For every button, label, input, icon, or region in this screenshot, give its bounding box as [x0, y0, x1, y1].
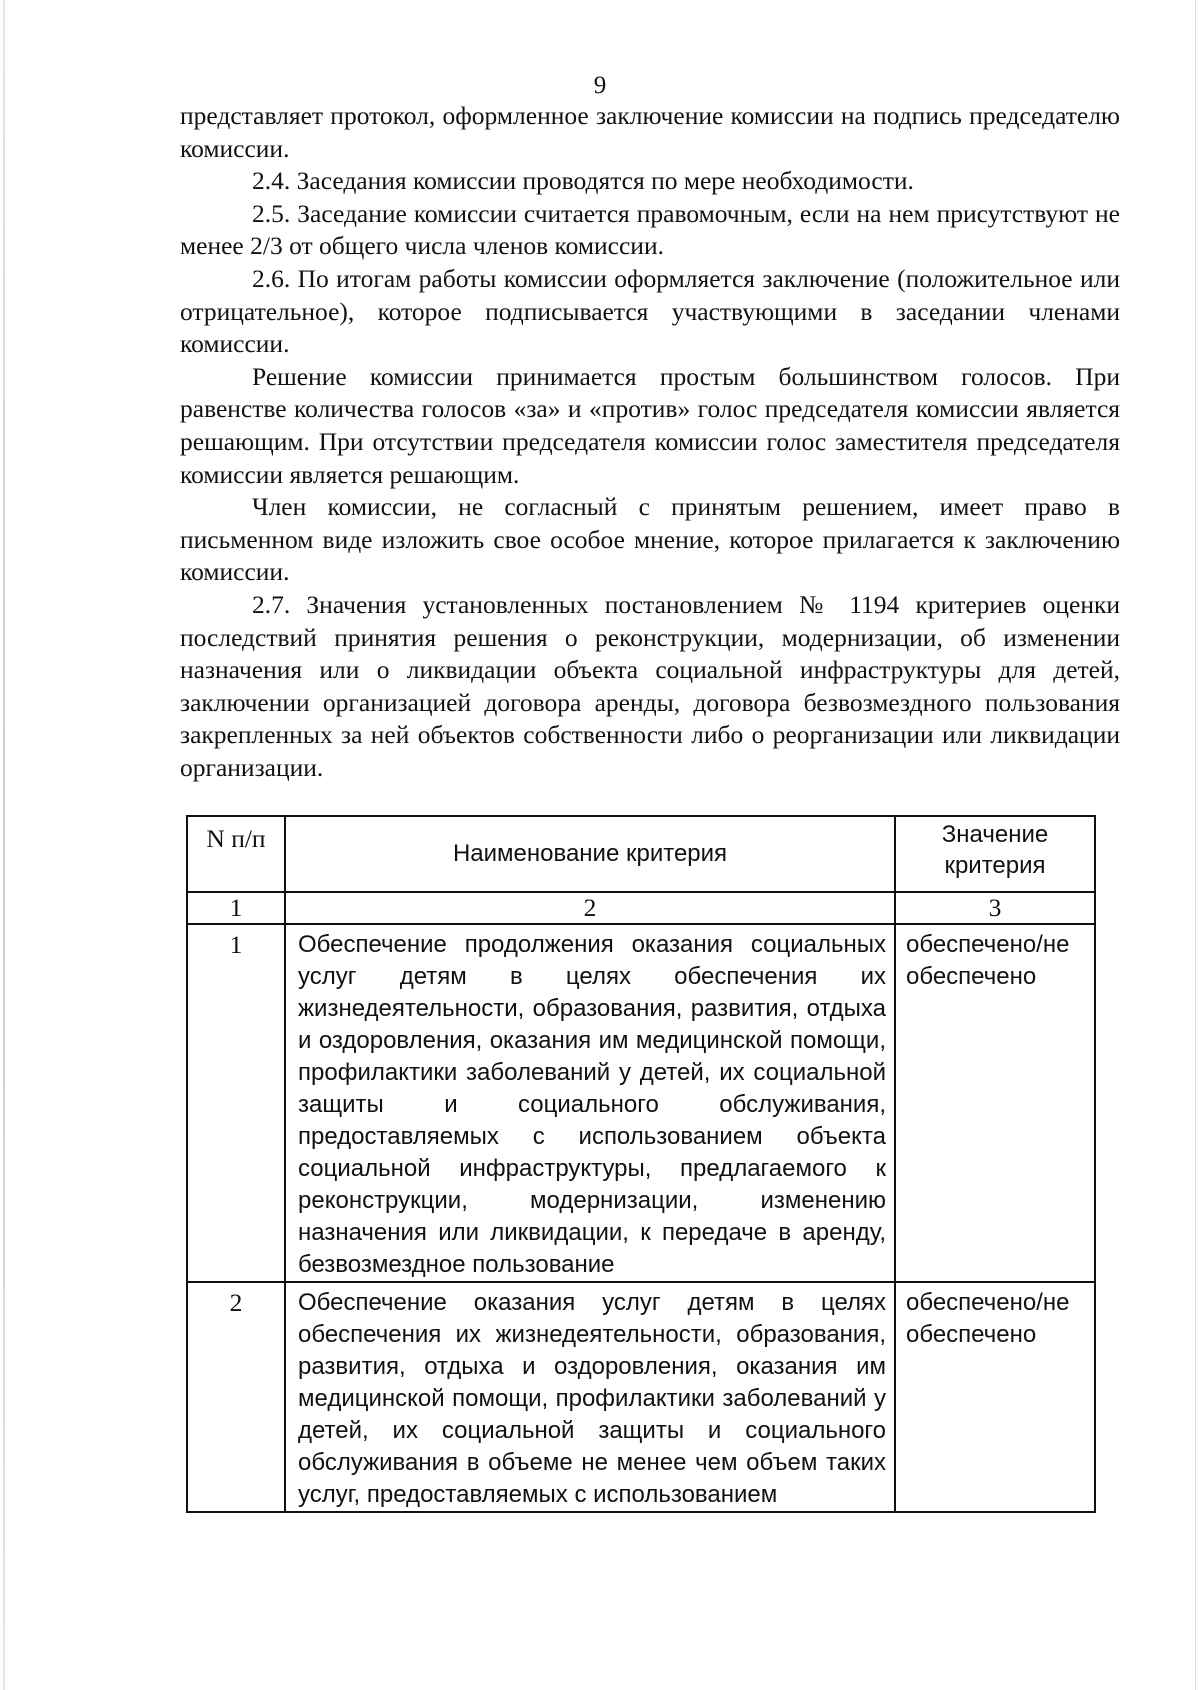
row-criterion-value: обеспечено/не обеспечено — [895, 924, 1095, 1282]
row-criterion-name: Обеспечение оказания услуг детям в целях обеспечения их жизнедеятельности, образования, развития, отдыха и оздоровления, оказания им медицинской помощи, профилактики заболеваний у детей, их социальной защиты и социального обслуживания в объеме не менее чем объем таких услуг, предоставляемых с использованием — [285, 1282, 895, 1512]
paragraph-2-6: 2.6. По итогам работы комиссии оформляется заключение (положительное или отрицательное), которое подписывается участвующими в заседании членами комиссии. — [180, 263, 1120, 359]
paragraph-decision: Решение комиссии принимается простым большинством голосов. При равенстве количества голосов «за» и «против» голос председателя комиссии является решающим. При отсутствии председателя комиссии голос заместителя председателя комиссии является решающим. — [180, 361, 1120, 489]
table-header-row — [187, 816, 1095, 892]
paragraph-2-4: 2.4. Заседания комиссии проводятся по мере необходимости. — [252, 166, 914, 196]
header-criterion-value: Значение критерия — [895, 816, 1095, 892]
row-criterion-name: Обеспечение продолжения оказания социальных услуг детям в целях обеспечения их жизнедеятельности, образования, развития, отдыха и оздоровления, оказания им медицинской помощи, профилактики заболеваний у детей, их социальной защиты и социального обслуживания, предоставляемых с использованием объекта социальной инфраструктуры, предлагаемого к реконструкции, модернизации, изменению назначения или ликвидации, к передаче в аренду, безвозмездное пользование — [285, 924, 895, 1282]
column-index: 2 — [285, 892, 895, 924]
column-index: 3 — [895, 892, 1095, 924]
column-index: 1 — [187, 892, 285, 924]
table-row — [187, 924, 1095, 1282]
paragraph-dissent: Член комиссии, не согласный с принятым решением, имеет право в письменном виде изложить свое особое мнение, которое прилагается к заключению комиссии. — [180, 492, 1120, 587]
paragraph-2-7: 2.7. Значения установленных постановлением № 1194 критериев оценки последствий принятия решения о реконструкции, модернизации, об изменении назначения или о ликвидации объекта социальной инфраструктуры для детей, заключении организацией договора аренды, договора безвозмездного пользования закрепленных за ней объектов собственности либо о реорганизации или ликвидации организации. — [180, 589, 1120, 782]
criteria-table — [186, 815, 1096, 1513]
scan-edge-right — [1195, 0, 1196, 1690]
paragraph-continuation: представляет протокол, оформленное заключение комиссии на подпись председателю комиссии. — [180, 101, 1120, 163]
header-criterion-name: Наименование критерия — [285, 816, 895, 892]
table-row — [187, 1282, 1095, 1512]
paragraph-2-5: 2.5. Заседание комиссии считается правомочным, если на нем присутствуют не менее 2/3 от общего числа членов комиссии. — [180, 198, 1120, 261]
header-number: N п/п — [187, 816, 285, 892]
row-number: 2 — [187, 1282, 285, 1512]
row-number: 1 — [187, 924, 285, 1282]
scan-edge-left — [3, 0, 5, 1690]
row-criterion-value: обеспечено/не обеспечено — [895, 1282, 1095, 1512]
document-body — [180, 100, 1120, 784]
page-number: 9 — [593, 72, 607, 99]
table-column-index-row — [187, 892, 1095, 924]
